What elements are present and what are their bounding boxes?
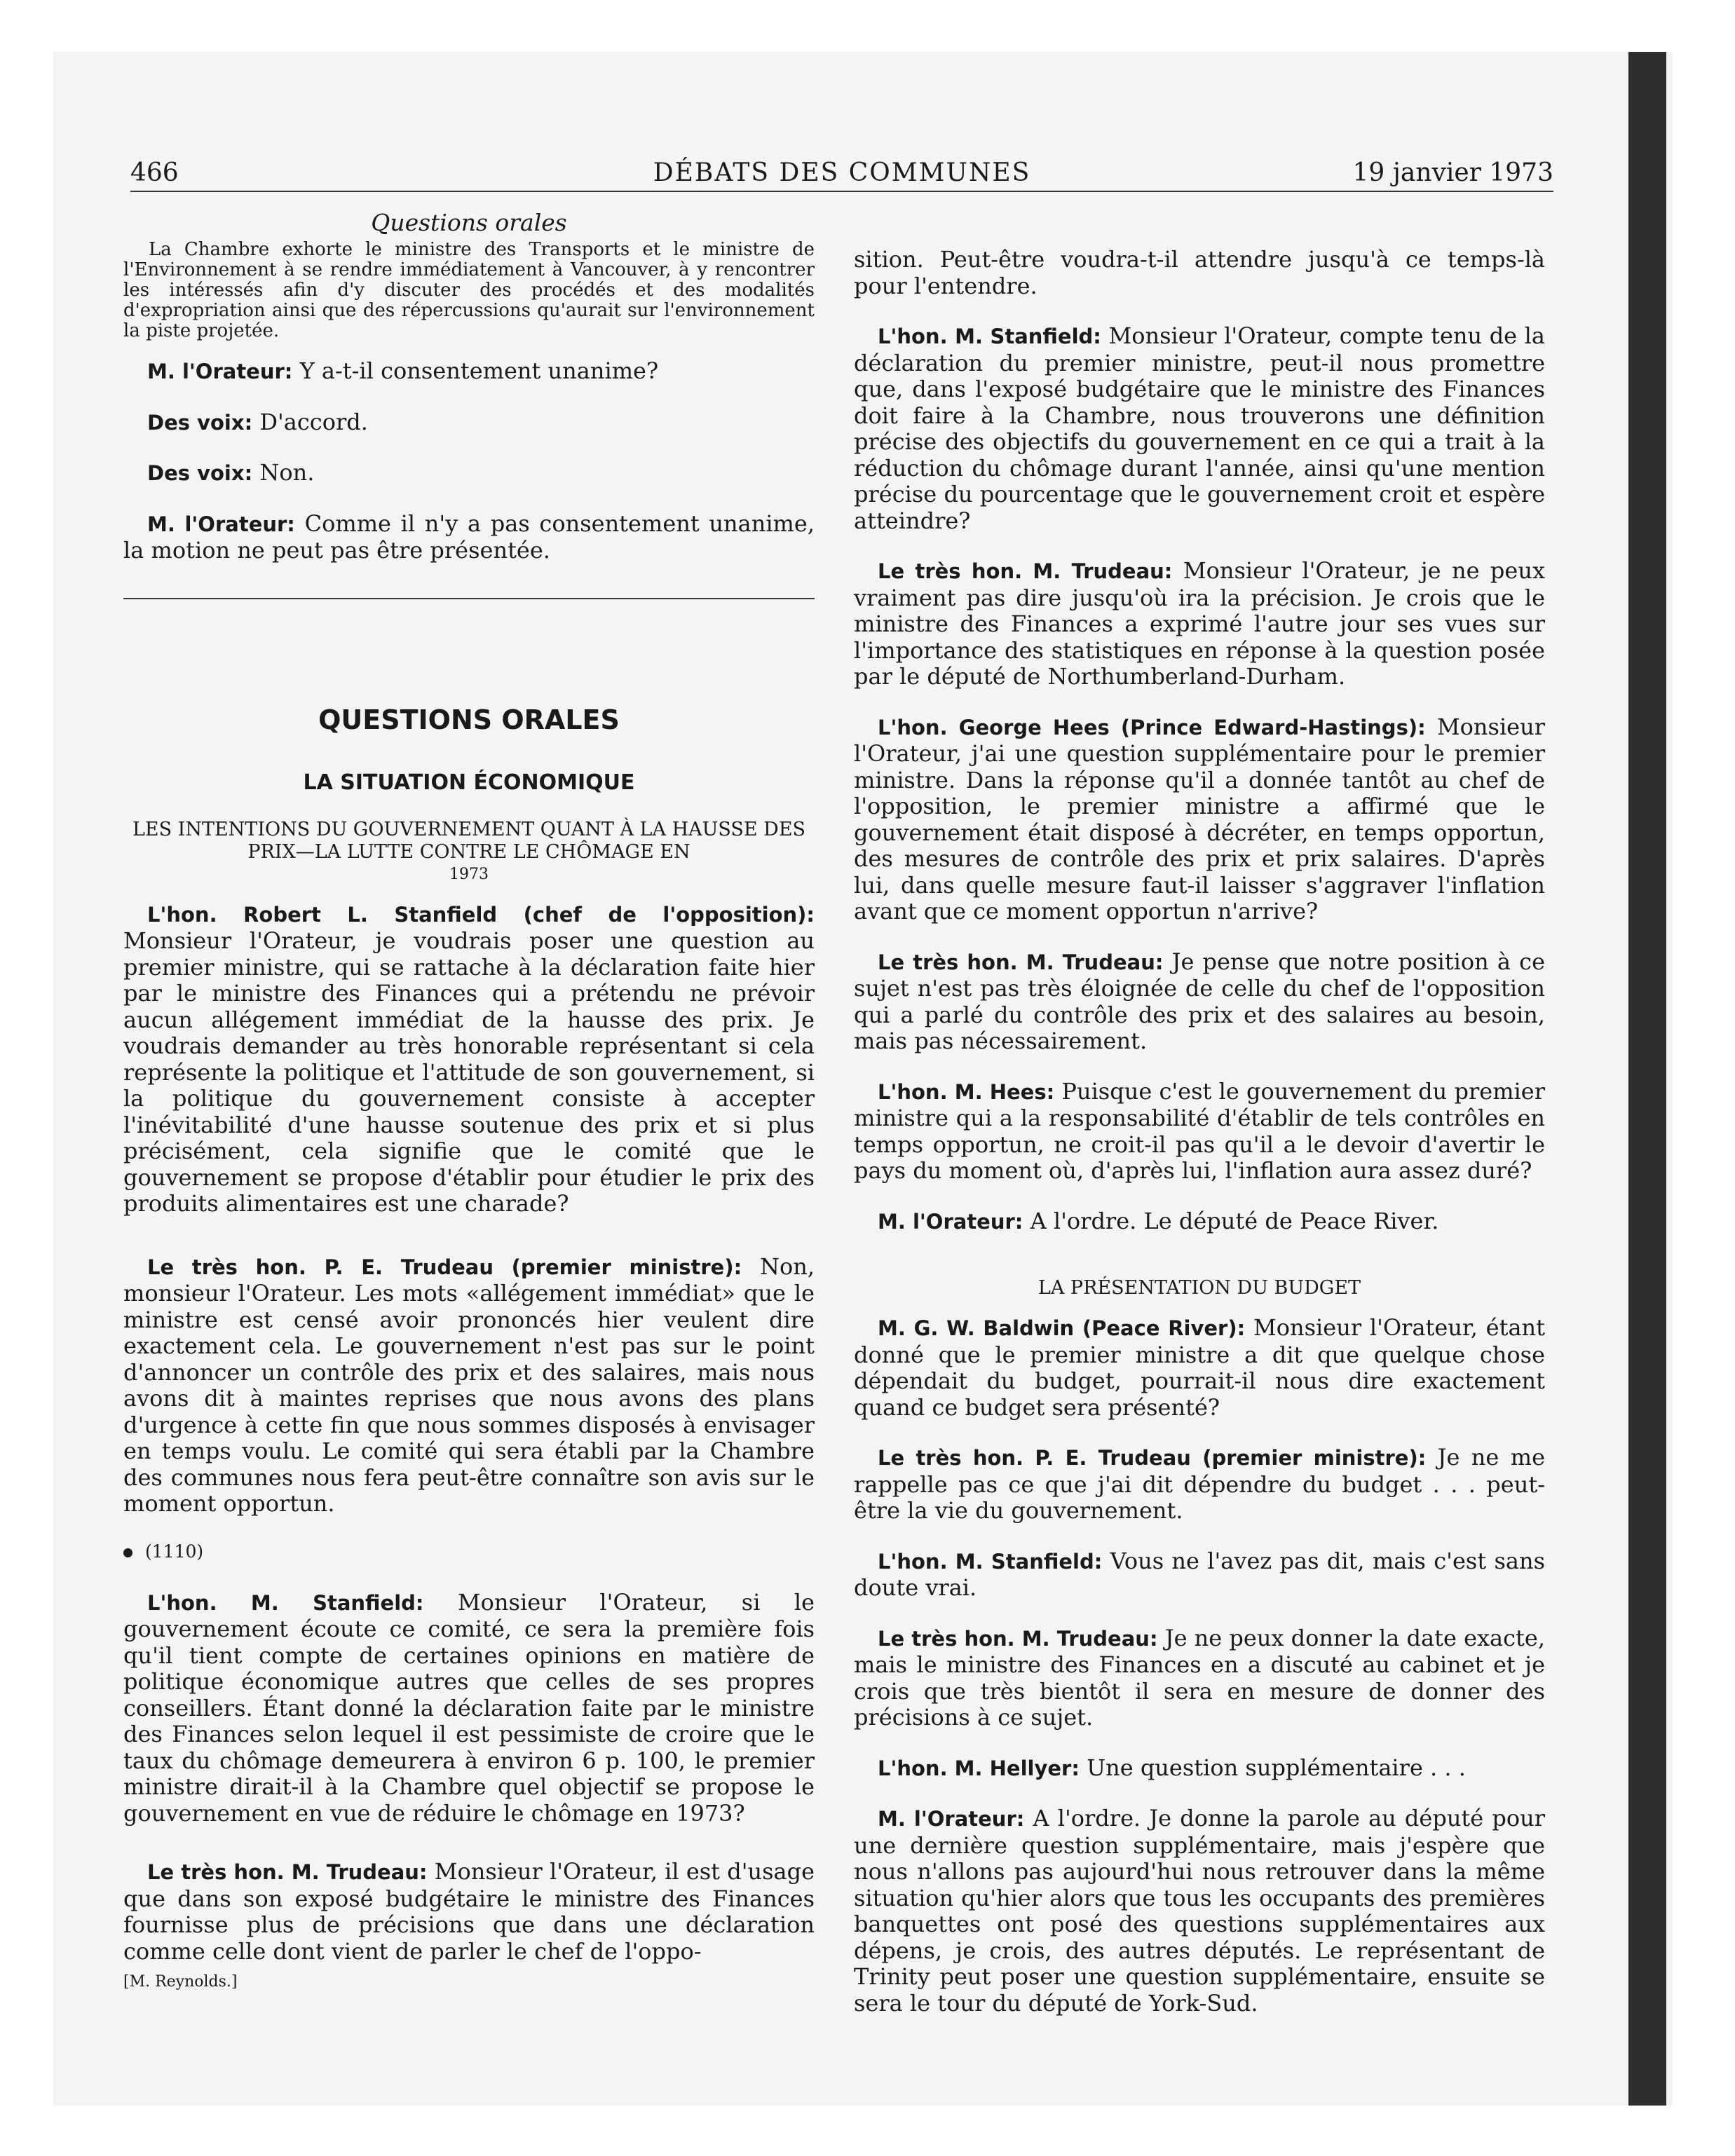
topic-heading: LA PRÉSENTATION DU BUDGET [1037, 1277, 1361, 1299]
speech-paragraph [854, 1315, 1545, 1421]
speech-text: Une question supplémentaire . . . [1087, 1754, 1466, 1781]
time-marker-text: (1110) [145, 1541, 204, 1562]
speaker-name: M. l'Orateur: [147, 512, 295, 536]
speech-paragraph [123, 1590, 815, 1827]
speech-paragraph [854, 1079, 1545, 1185]
speech-paragraph [123, 409, 815, 437]
speech-text: Je pense que notre position à ce sujet n'est pas très éloignée de celle du chef de l'opposition qui a parlé du contrôle des prix et des salaires au besoin, mais pas nécessairement. [854, 948, 1546, 1054]
topic-heading-year: 1973 [449, 865, 489, 883]
speech-text: Monsieur l'Orateur, je ne peux vraiment pas dire jusqu'où ira la précision. Je crois que le ministre des Finances a exprimé l'autre jour ses vues sur l'importance des statistiques en réponse à la question posée par le député de Northumberland-Durham. [854, 557, 1546, 690]
speech-paragraph [123, 358, 815, 386]
page-date: 19 janvier 1973 [1352, 158, 1553, 187]
speech-text: Monsieur l'Orateur, je voudrais poser une question au premier ministre, qui se rattache à la déclaration faite hier par le ministre des Finances qui a prétendu ne prévoir aucun allégement immédiat de la hausse des prix. Je voudrais demander au très honorable représentant si cela représente la politique et l'attitude de son gouvernement, si la politique du gouvernement consiste à accepter l'inévitabilité d'une hausse soutenue des prix et si plus précisément, cela signifie que le comité que le gouvernement se propose d'établir pour étudier le prix des produits alimentaires est une charade? [123, 927, 815, 1217]
speech-paragraph [123, 1859, 815, 1965]
speech-paragraph [123, 460, 815, 487]
speaker-name: Des voix: [147, 461, 253, 485]
speech-text: Monsieur l'Orateur, il est d'usage que dans son exposé budgétaire le ministre des Finances fournisse plus de précisions que dans une déclaration comme celle dont vient de parler le chef de l'oppo- [123, 1858, 815, 1965]
footer-note: [M. Reynolds.] [123, 1973, 238, 1991]
speech-text: Comme il n'y a pas consentement unanime, la motion ne peut pas être présentée. [123, 510, 815, 564]
exchange-list-bottom [123, 1590, 815, 1965]
speech-paragraph [854, 949, 1545, 1055]
right-column [854, 247, 1545, 2040]
publication-title: DÉBATS DES COMMUNES [653, 158, 1031, 187]
motion-text: La Chambre exhorte le ministre des Transports et le ministre de l'Environnement à se rendre immédiatement à Vancouver, à y rencontrer les intéressés afin d'y discuter des procédés et des modalités d'expropriation ainsi que des répercussions qu'aurait sur l'environnement la piste projetée. [123, 239, 815, 341]
speaker-name: Le très hon. M. Trudeau: [878, 559, 1173, 583]
exchange-list-a [854, 323, 1545, 1235]
speaker-name: Le très hon. M. Trudeau: [878, 950, 1164, 974]
speech-paragraph [123, 1254, 815, 1517]
section-heading: QUESTIONS ORALES [318, 704, 620, 735]
speech-text: Non, monsieur l'Orateur. Les mots «allégement immédiat» que le ministre est censé avoir prononcés hier veulent dire exactement cela. Le gouvernement n'est pas sur le point d'annoncer un contrôle des prix et des salaires, mais nous avons dit à maintes reprises que nous avons des plans d'urgence à cette fin que nous sommes disposés à envisager en temps voulu. Le comité qui sera établi par la Chambre des communes nous fera peut-être connaître son avis sur le moment opportun. [123, 1253, 815, 1517]
speaker-name: L'hon. M. Hees: [878, 1079, 1055, 1104]
speech-text: Monsieur l'Orateur, compte tenu de la déclaration du premier ministre, peut-il nous promettre que, dans l'exposé budgétaire que le ministre des Finances doit faire à la Chambre, nous trouverons une définition précise des objectifs du gouvernement en ce qui a trait à la réduction du chômage durant l'année, ainsi qu'une mention précise du pourcentage que le gouvernement croit et espère atteindre? [854, 322, 1545, 534]
speech-text: Vous ne l'avez pas dit, mais c'est sans doute vrai. [854, 1547, 1545, 1601]
speech-text: Je ne me rappelle pas ce que j'ai dit dépendre du budget . . . peut-être la vie du gouvernement. [854, 1444, 1546, 1524]
speech-text: Puisque c'est le gouvernement du premier ministre qui a la responsabilité d'établir de tels contrôles en temps opportun, ne croit-il pas qu'il a le devoir d'avertir le pays du moment où, d'après lui, l'inflation aura assez duré? [854, 1077, 1546, 1184]
speech-text: Y a-t-il consentement unanime? [299, 357, 659, 384]
speech-text: A l'ordre. Le député de Peace River. [1030, 1207, 1439, 1234]
speaker-name: M. l'Orateur: [878, 1209, 1023, 1234]
speaker-name: L'hon. M. Hellyer: [878, 1756, 1080, 1780]
speech-paragraph [123, 901, 815, 1217]
speech-paragraph [854, 323, 1545, 534]
running-head: Questions orales [371, 209, 567, 236]
exchange-list-mid [123, 901, 815, 1517]
speaker-name: Des voix: [147, 410, 253, 435]
speech-paragraph [854, 1755, 1545, 1782]
speech-text: A l'ordre. Je donne la parole au député pour une dernière question supplémentaire, mais j'espère que nous n'allons pas aujourd'hui nous retrouver dans la même situation qu'hier alors que tous les occupants des premières banquettes ont posé des questions supplémentaires aux dépens, je crois, des autres députés. Le représentant de Trinity peut poser une question supplémentaire, ensuite se sera le tour du député de York-Sud. [854, 1805, 1545, 2017]
speaker-name: L'hon. M. Stanfield: [147, 1590, 424, 1615]
speaker-name: M. l'Orateur: [878, 1807, 1025, 1831]
speaker-name: L'hon. George Hees (Prince Edward-Hastings): [878, 715, 1426, 739]
speech-paragraph [854, 1445, 1545, 1524]
speech-paragraph [854, 1625, 1545, 1731]
page-number: 466 [130, 158, 179, 187]
page-header [130, 156, 1553, 192]
speaker-name: Le très hon. P. E. Trudeau (premier ministre): [878, 1446, 1427, 1470]
bullet-icon [123, 1548, 132, 1557]
speech-paragraph [123, 511, 815, 564]
left-column [123, 202, 815, 1991]
subsection-heading: LA SITUATION ÉCONOMIQUE [303, 770, 635, 795]
time-marker [123, 1541, 815, 1562]
speech-paragraph [854, 558, 1545, 690]
speech-paragraph [854, 1806, 1545, 2017]
speaker-name: Le très hon. M. Trudeau: [147, 1860, 428, 1884]
speaker-name: M. G. W. Baldwin (Peace River): [878, 1316, 1246, 1340]
speech-paragraph [854, 1548, 1545, 1602]
speech-text: Non. [259, 459, 315, 486]
section-divider [123, 598, 815, 599]
exchange-list-b [854, 1315, 1545, 2017]
speaker-name: L'hon. Robert L. Stanfield (chef de l'opposition): [147, 902, 815, 927]
exchange-list-top [123, 358, 815, 564]
speaker-name: Le très hon. P. E. Trudeau (premier ministre): [147, 1255, 742, 1279]
topic-heading [123, 819, 815, 886]
speech-text: Monsieur l'Orateur, j'ai une question supplémentaire pour le premier ministre. Dans la réponse qu'il a donnée tantôt au chef de l'opposition, le premier ministre a affirmé que le gouvernement était disposé à décréter, en temps opportun, des mesures de contrôle des prix et prix salaires. D'après lui, dans quelle mesure faut-il laisser s'aggraver l'inflation avant que ce moment opportun n'arrive? [854, 713, 1546, 925]
speaker-name: L'hon. M. Stanfield: [878, 325, 1101, 348]
speaker-name: L'hon. M. Stanfield: [878, 1549, 1103, 1574]
continuation-text: sition. Peut-être voudra-t-il attendre jusqu'à ce temps-là pour l'entendre. [854, 246, 1545, 299]
speech-paragraph [854, 1208, 1545, 1236]
speaker-name: Le très hon. M. Trudeau: [878, 1626, 1158, 1651]
speech-text: Je ne peux donner la date exacte, mais le ministre des Finances en a discuté au cabinet et je crois que très bientôt il sera en mesure de donner des précisions à ce sujet. [854, 1624, 1546, 1731]
speech-text: Monsieur l'Orateur, étant donné que le premier ministre a dit que quelque chose dépendait du budget, pourrait-il nous dire exactement quand ce budget sera présenté? [854, 1314, 1546, 1421]
topic-heading-text: LES INTENTIONS DU GOUVERNEMENT QUANT À LA HAUSSE DES PRIX—LA LUTTE CONTRE LE CHÔMAGE EN [132, 818, 806, 863]
speech-text: Monsieur l'Orateur, si le gouvernement écoute ce comité, ce sera la première fois qu'il tient compte de certaines opinions en matière de politique économique autres que celles de ses propres conseillers. Étant donné la déclaration faite par le ministre des Finances selon lequel il est pessimiste de croire que le taux du chômage demeurera à environ 6 p. 100, le premier ministre dirait-il à la Chambre quel objectif se propose le gouvernement en vue de réduire le chômage en 1973? [123, 1588, 815, 1827]
speech-paragraph [854, 714, 1545, 925]
speech-text: D'accord. [259, 408, 368, 435]
speaker-name: M. l'Orateur: [147, 360, 293, 383]
page-edge-shadow [1628, 52, 1666, 2106]
